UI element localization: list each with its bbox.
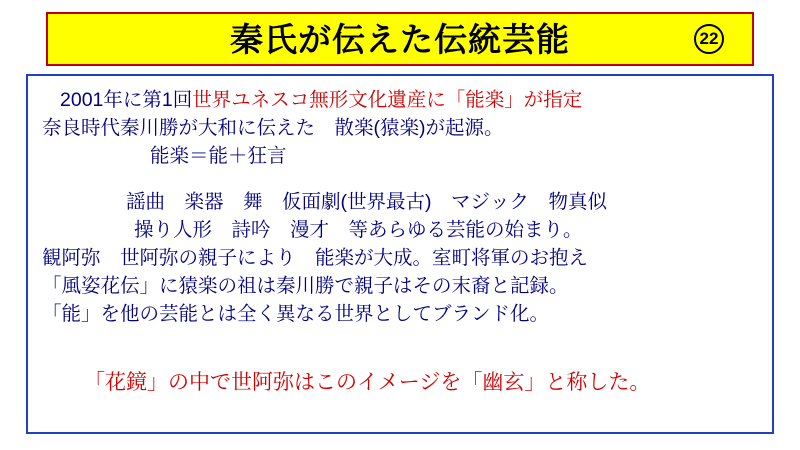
body-content-box	[26, 74, 774, 434]
body-line-1	[42, 86, 758, 114]
body-line-2: 奈良時代秦川勝が大和に伝えた 散楽(猿楽)が起源。	[42, 117, 504, 139]
body-line-1-highlight: 世界ユネスコ無形文化遺産に「能楽」が指定	[192, 89, 583, 111]
body-line-3: 能楽＝能＋狂言	[150, 145, 287, 167]
page-title: 秦氏が伝えた伝統芸能	[230, 20, 570, 58]
body-line-5: 操り人形 詩吟 漫才 等あらゆる芸能の始まり。	[134, 219, 583, 241]
title-banner	[46, 12, 754, 66]
body-line-4: 謡曲 楽器 舞 仮面劇(世界最古) マジック 物真似	[126, 191, 607, 213]
body-line-8: 「能」を他の芸能とは全く異なる世界としてブランド化。	[42, 303, 550, 325]
spacer-2	[42, 328, 758, 358]
body-line-6: 観阿弥 世阿弥の親子により 能楽が大成。室町将軍のお抱え	[42, 247, 589, 269]
spacer-1	[42, 170, 758, 188]
body-line-1-prefix: 2001年に第1回	[60, 89, 193, 111]
spacer-3	[42, 358, 758, 368]
body-line-9-highlight: 「花鏡」の中で世阿弥はこのイメージを「幽玄」と称した。	[84, 371, 651, 394]
page-number-badge: 22	[694, 24, 724, 54]
body-line-7: 「風姿花伝」に猿楽の祖は秦川勝で親子はその末裔と記録。	[42, 275, 569, 297]
